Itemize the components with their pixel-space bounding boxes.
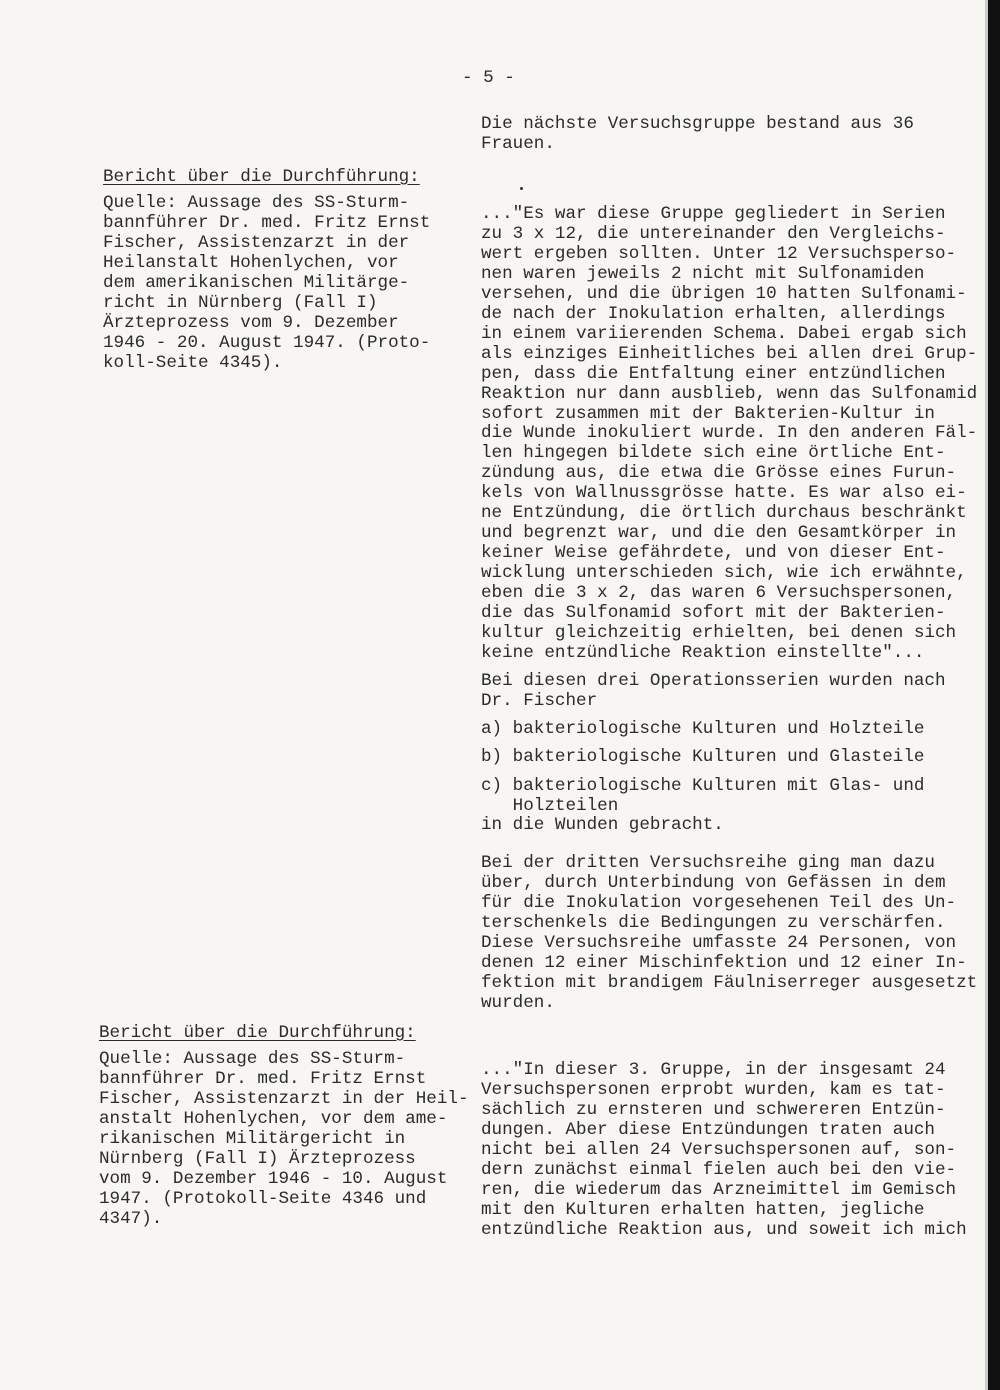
source-note: Quelle: Aussage des SS-Sturm- bannführer Dr. med. Fritz Ernst Fischer, Assistenzarzt in der Heil- anstalt Hohenlychen, vor dem ame- rikanischen Militärgericht in Nürnberg (Fall I) Ärzteprozess vom 9. Dezember 1946 - 10. August 1947. (Protokoll-Seite 4346 und 4347). bbox=[99, 1049, 469, 1229]
list-item: a) bakteriologische Kulturen und Holzteile bbox=[481, 719, 925, 739]
operations-intro: Bei diesen drei Operationsserien wurden nach Dr. Fischer bbox=[481, 671, 946, 711]
intro-paragraph: Die nächste Versuchsgruppe bestand aus 36 Frauen. bbox=[481, 114, 914, 154]
stray-dot bbox=[520, 187, 523, 190]
scan-border bbox=[988, 0, 1000, 1390]
third-series-paragraph: Bei der dritten Versuchsreihe ging man dazu über, durch Unterbindung von Gefässen in dem für die Inokulation vorgesehenen Teil des Un- terschenkels die Bedingungen zu verschärfen. Diese Versuchsreihe umfasste 24 Personen, von denen 12 einer Mischinfektion und 12 einer In- fektion mit brandigem Fäulniserreger ausgesetzt wurden. bbox=[481, 853, 978, 1013]
list-end: in die Wunden gebracht. bbox=[481, 815, 724, 835]
section-heading: Bericht über die Durchführung: bbox=[99, 1023, 416, 1043]
list-item: b) bakteriologische Kulturen und Glasteile bbox=[481, 747, 925, 767]
source-note: Quelle: Aussage des SS-Sturm- bannführer Dr. med. Fritz Ernst Fischer, Assistenzarzt in der Heilanstalt Hohenlychen, vor dem amerikanischen Militärge- richt in Nürnberg (Fall I) Ärzteprozess vom 9. Dezember 1946 - 20. August 1947. (Proto- koll-Seite 4345). bbox=[103, 193, 431, 373]
testimony-quote: ..."Es war diese Gruppe gegliedert in Serien zu 3 x 12, die untereinander den Vergleichs- wert ergeben sollten. Unter 12 Versuchsperso- nen waren jeweils 2 nicht mit Sulfonamiden versehen, und die übrigen 10 hatten Sulfonami- de nach der Inokulation erhalten, allerdings in einem variierenden Schema. Dabei ergab sich als einziges Einheitliches bei allen drei Grup- pen, dass die Entfaltung einer entzündlichen Reaktion nur dann ausblieb, wenn das Sulfonamid sofort zusammen mit der Bakterien-Kultur in die Wunde inokuliert wurde. In den anderen Fäl- len hingegen bildete sich eine örtliche Ent- zündung aus, die etwa die Grösse eines Furun- kels von Wallnussgrösse hatte. Es war also ei- ne Entzündung, die örtlich durchaus beschränkt und begrenzt war, und die den Gesamtkörper in keiner Weise gefährdete, und von dieser Ent- wicklung unterschieden sich, wie ich erwähnte, eben die 3 x 2, das waren 6 Versuchspersonen, die das Sulfonamid sofort mit der Bakterien- kultur gleichzeitig erhielten, bei denen sich keine entzündliche Reaktion einstellte"... bbox=[481, 204, 978, 663]
page-number: - 5 - bbox=[462, 68, 515, 88]
testimony-quote: ..."In dieser 3. Gruppe, in der insgesamt 24 Versuchspersonen erprobt wurden, kam es tat- sächlich zu ernsteren und schwereren Entzün- dungen. Aber diese Entzündungen traten auch nicht bei allen 24 Versuchspersonen auf, son- dern zunächst einmal fielen auch bei den vie- ren, die wiederum das Arzneimittel im Gemisch mit den Kulturen erhalten hatten, jegliche entzündliche Reaktion aus, und soweit ich mich bbox=[481, 1060, 967, 1240]
list-item: c) bakteriologische Kulturen mit Glas- und Holzteilen bbox=[481, 776, 925, 816]
section-heading: Bericht über die Durchführung: bbox=[103, 167, 420, 187]
